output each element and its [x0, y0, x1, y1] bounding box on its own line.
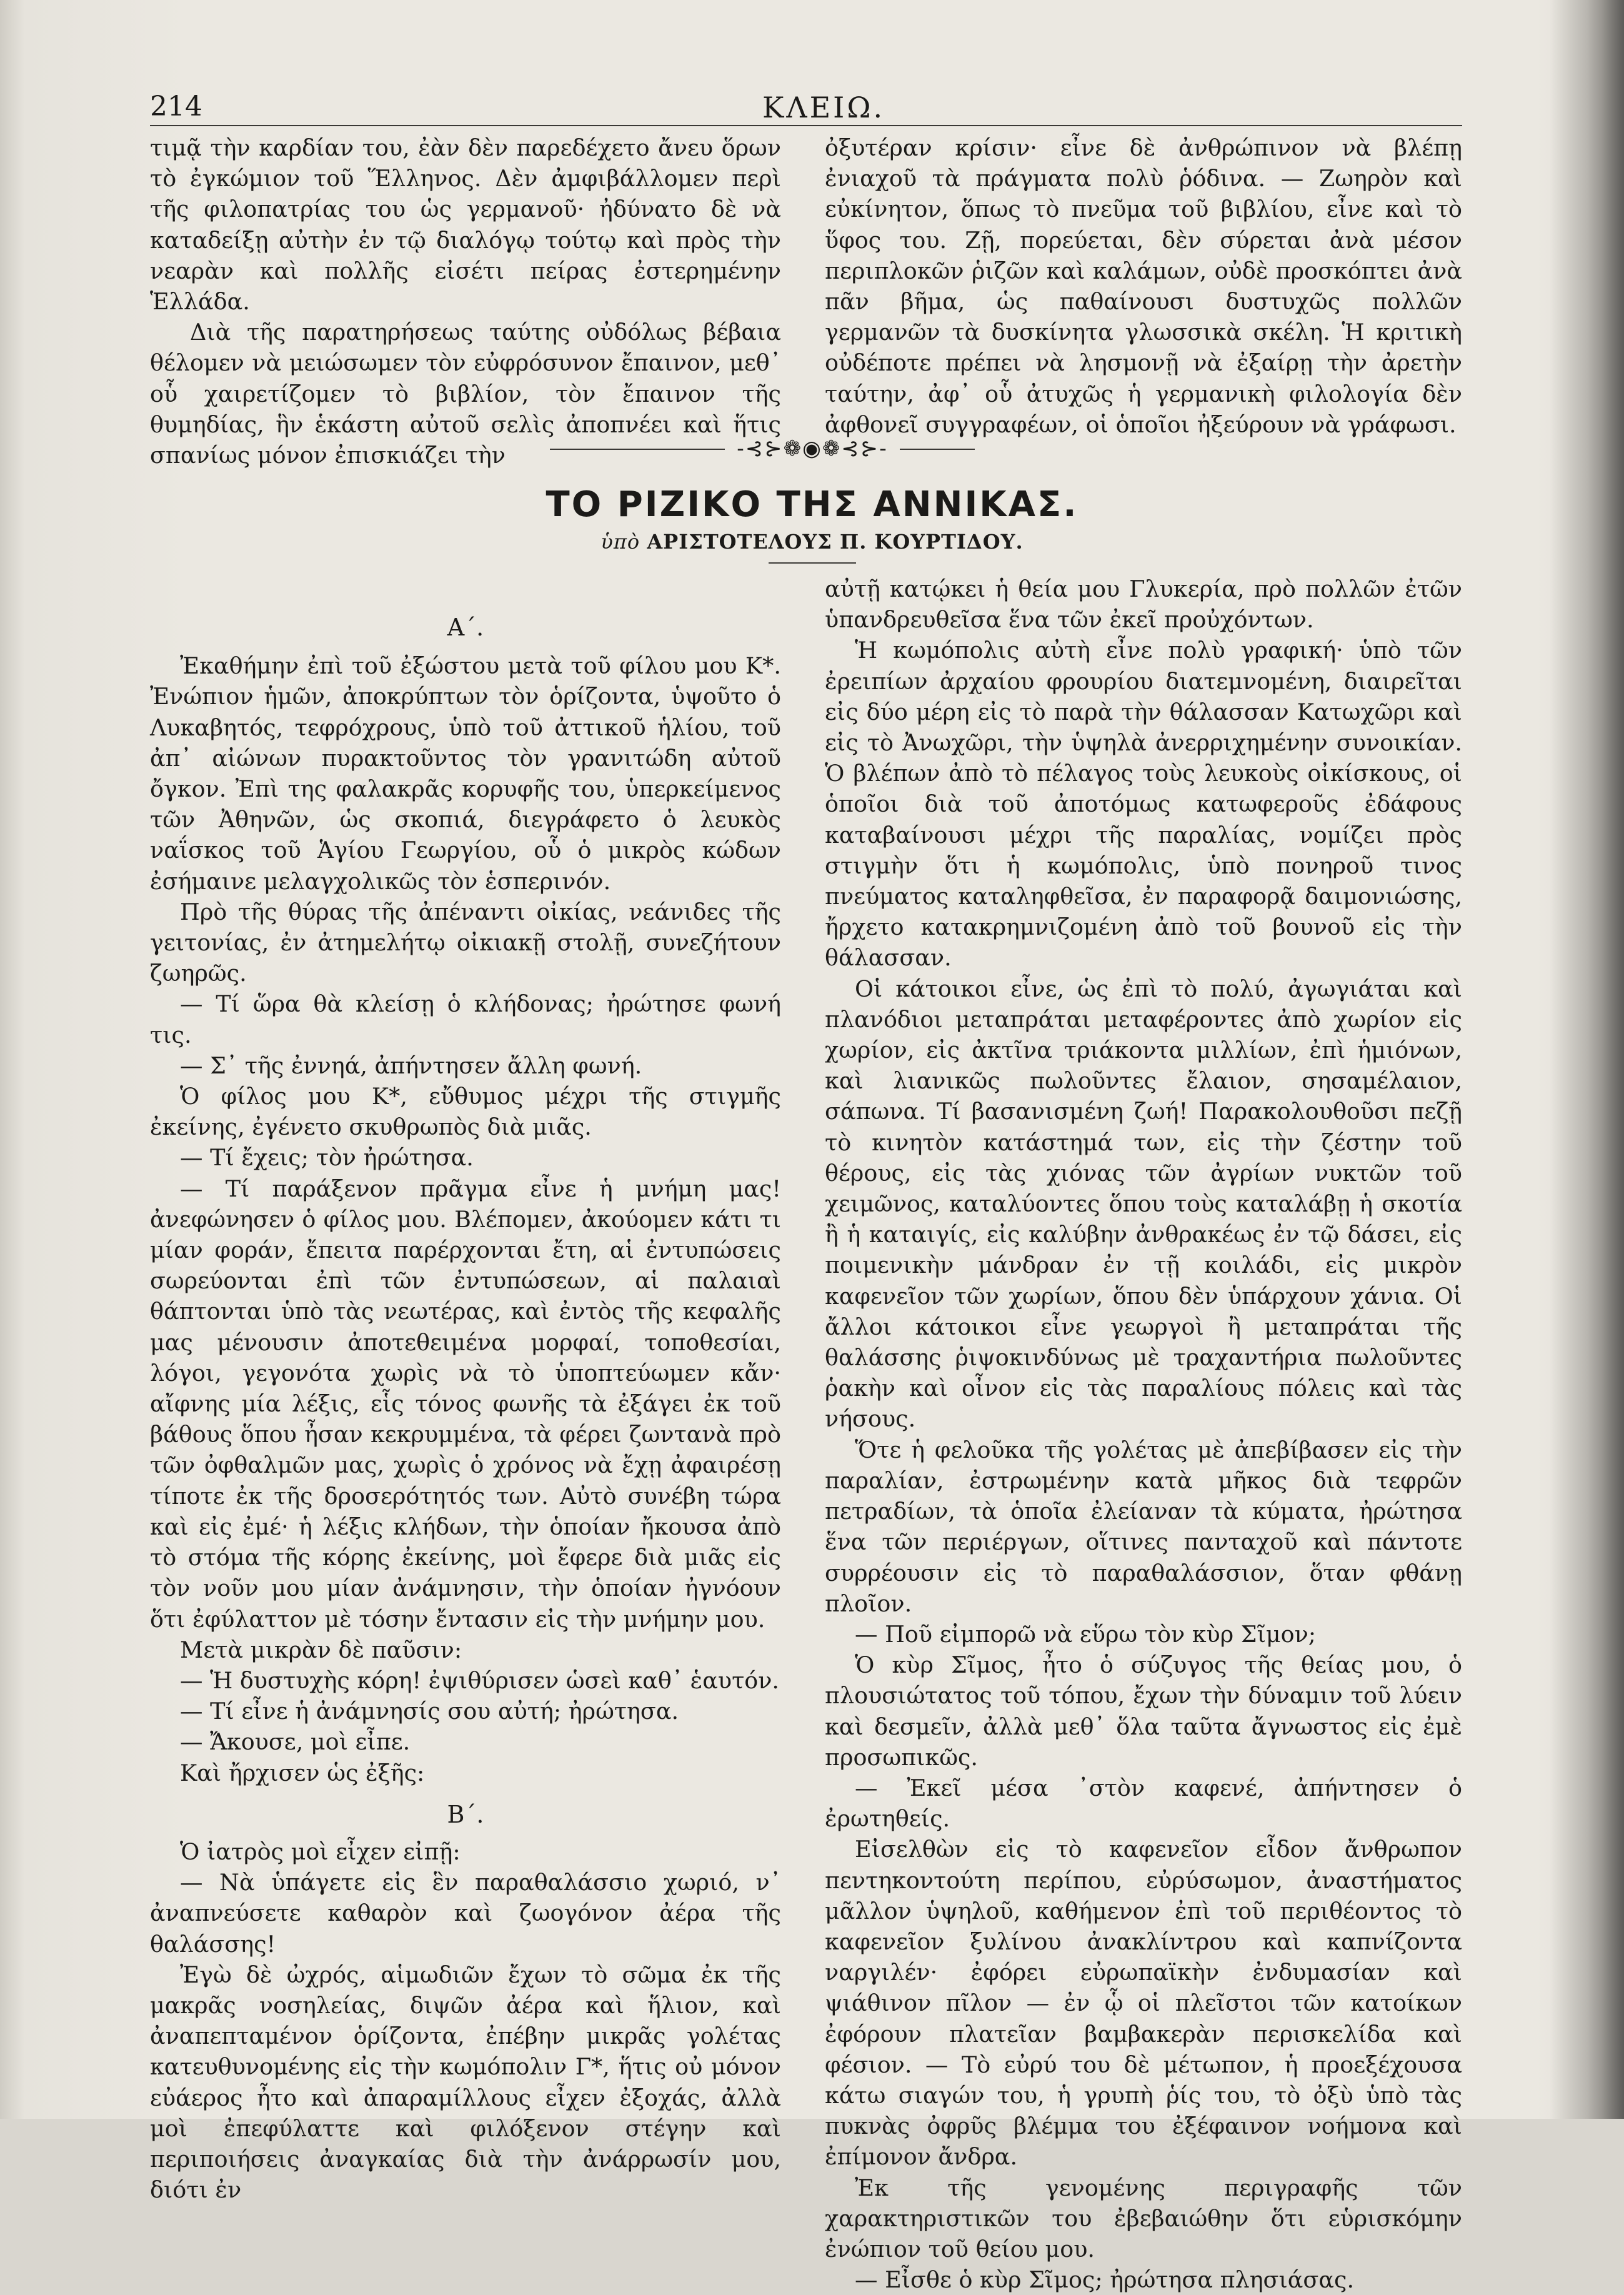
dialogue-line: — Σ᾽ τῆς ἐννηά, ἀπήντησεν ἄλλη φωνή.: [180, 1052, 642, 1079]
page-number: 214: [150, 91, 202, 122]
preceding-article-left-column: [150, 132, 781, 470]
paragraph: Εἰσελθὼν εἰς τὸ καφενεῖον εἶδον ἄνθρωπον πεντηκοντούτη περίπου, εὐρύσωμον, ἀναστήματος μᾶλλον ὑψηλοῦ, καθήμενον ἐπὶ τοῦ περιθέοντος τὸ καφενεῖον ξυλίνου ἀνακλίντρου καὶ καπνίζοντα ναργιλέν· ἐφόρει εὐρωπαϊκὴν ἐνδυμασίαν καὶ ψιάθινον πῖλον — ἐν ᾧ οἱ πλεῖστοι τῶν κατοίκων ἐφόρουν πλατεῖαν βαμβακερὰν περισκελίδα καὶ φέσιον. — Τὸ εὐρύ του δὲ μέτωπον, ἡ προεξέχουσα κάτω σιαγών του, ἡ γρυπὴ ῥίς του, τὸ ὀξὺ ὑπὸ τὰς πυκνὰς ὀφρῦς βλέμμα του ἐξέφαινον νοήμονα καὶ ἐπίμονον ἄνδρα.: [825, 1836, 1462, 2171]
paragraph: Ἐκαθήμην ἐπὶ τοῦ ἐξώστου μετὰ τοῦ φίλου μου Κ*. Ἐνώπιον ἡμῶν, ἀποκρύπτων τὸν ὁρίζοντα, ὑψοῦτο ὁ Λυκαβητός, τεφρόχρους, ὑπὸ τοῦ ἀττικοῦ ἡλίου, τοῦ ἀπ᾽ αἰώνων πυρακτοῦντος τὸν γρανιτώδη αὐτοῦ ὄγκον. Ἐπὶ της φαλακρᾶς κορυφῆς του, ὑπερκείμενος τῶν Ἀθηνῶν, ὡς σκοπιά, διεγράφετο ὁ λευκὸς ναΐσκος τοῦ Ἁγίου Γεωργίου, οὗ ὁ μικρὸς κώδων ἐσήμαινε μελαγχολικῶς τὸν ἑσπερινόν.: [150, 652, 781, 895]
paragraph: Ἡ κωμόπολις αὐτὴ εἶνε πολὺ γραφική· ὑπὸ τῶν ἐρειπίων ἀρχαίου φρουρίου διατεμνομένη, διαιρεῖται εἰς δύο μέρη εἰς τὸ παρὰ τὴν θάλασσαν Κατωχῶρι καὶ εἰς τὸ Ἀνωχῶρι, τὴν ὑψηλὰ ἀνερριχημένην συνοικίαν. Ὁ βλέπων ἀπὸ τὸ πέλαγος τοὺς λευκοὺς οἰκίσκους, οἱ ὁποῖοι διὰ τοῦ ἀποτόμως κατωφεροῦς ἐδάφους καταβαίνουσι μέχρι τῆς παραλίας, νομίζει πρὸς στιγμὴν ὅτι ἡ κωμόπολις, ὑπὸ πονηροῦ τινος πνεύματος καταληφθεῖσα, ἐν παραφορᾷ δαιμονιώσης, ἤρχετο κατακρημνιζομένη ἀπὸ τοῦ βουνοῦ εἰς τὴν θάλασσαν.: [825, 637, 1462, 972]
title-rule: [769, 562, 856, 564]
dialogue-line: — Ἡ δυστυχὴς κόρη! ἐψιθύρισεν ὡσεὶ καθ᾽ ἑαυτόν.: [180, 1666, 780, 1694]
byline-prefix: ὑπὸ: [600, 530, 640, 554]
section-ornament: -⊰⊱❁◉❁⊰⊱-: [737, 436, 888, 461]
dialogue-line: — Τί ὥρα θὰ κλείσῃ ὁ κλήδονας; ἠρώτησε φωνή τις.: [150, 990, 781, 1048]
paragraph: Μετὰ μικρὰν δὲ παῦσιν:: [180, 1636, 462, 1663]
running-head: [150, 91, 1462, 128]
paragraph: Ὅτε ἡ φελοῦκα τῆς γολέτας μὲ ἀπεβίβασεν εἰς τὴν παραλίαν, ἐστρωμένην κατὰ μῆκος διὰ τεφρῶν πετραδίων, τὰ ὁποῖα ἐλείαναν τὰ κύματα, ἠρώτησα ἕνα τῶν περιέργων, οἵτινες πανταχοῦ καὶ πάντοτε συρρέουσιν εἰς τὸ παραθαλάσσιον, ὅταν φθάνῃ πλοῖον.: [825, 1436, 1462, 1617]
paragraph: Καὶ ἤρχισεν ὡς ἐξῆς:: [180, 1759, 425, 1786]
dialogue-line: — Τί ἔχεις; τὸν ἠρώτησα.: [180, 1144, 474, 1172]
section-heading-b: Β΄.: [447, 1800, 484, 1828]
dialogue-line: — Τί εἶνε ἡ ἀνάμνησίς σου αὐτή; ἠρώτησα.: [180, 1698, 679, 1725]
story-title: ΤΟ ΡΙΖΙΚΟ ΤΗΣ ΑΝΝΙΚΑΣ.: [545, 484, 1079, 525]
paragraph: ὀξυτέραν κρίσιν· εἶνε δὲ ἀνθρώπινον νὰ βλέπῃ ἐνιαχοῦ τὰ πράγματα πολὺ ῥόδινα. — Ζωηρὸν καὶ εὐκίνητον, ὅπως τὸ πνεῦμα τοῦ βιβλίου, εἶνε καὶ τὸ ὕφος του. Ζῇ, πορεύεται, δὲν σύρεται ἀνὰ μέσον περιπλοκῶν ῥιζῶν καὶ καλάμων, οὐδὲ προσκόπτει ἀνὰ πᾶν βῆμα, ὡς παθαίνουσι δυστυχῶς πολλῶν γερμανῶν τὰ δυσκίνητα γλωσσικὰ σκέλη. Ἡ κριτικὴ οὐδέποτε πρέπει νὰ λησμονῇ νὰ ἐξαίρῃ τὴν ἀρετὴν ταύτην, ἀφ᾽ οὗ ἀτυχῶς ἡ γερμανικὴ φιλολογία δὲν ἀφθονεῖ συγγραφέων, οἱ ὁποῖοι ἠξεύρουν νὰ γράφωσι.: [825, 134, 1462, 438]
dialogue-line: — Ποῦ εἰμπορῶ νὰ εὕρω τὸν κὺρ Σῖμον;: [855, 1620, 1317, 1648]
paragraph: — Τί παράξενον πρᾶγμα εἶνε ἡ μνήμη μας! ἀνεφώνησεν ὁ φίλος μου. Βλέπομεν, ἀκούομεν κάτι τι μίαν φοράν, ἔπειτα παρέρχονται ἔτη, αἱ ἐντυπώσεις σωρεύονται ἐπὶ τῶν ἐντυπώσεων, αἱ παλαιαὶ θάπτονται ὑπὸ τὰς νεωτέρας, καὶ ἐντὸς τῆς κεφαλῆς μας μένουσιν ἀποτεθειμένα μορφαί, τοποθεσίαι, λόγοι, γεγονότα χωρὶς νὰ τὸ ὑποπτεύωμεν κἄν· αἴφνης μία λέξις, εἷς τόνος φωνῆς τὰ ἐξάγει ἐκ τοῦ βάθους ὅπου ἦσαν κεκρυμμένα, τὰ φέρει ζωντανὰ πρὸ τῶν ὀφθαλμῶν μας, χωρὶς ὁ χρόνος νὰ ἔχῃ ἀφαιρέσῃ τίποτε ἐκ τῆς δροσερότητός των. Αὐτὸ συνέβη τώρα καὶ εἰς ἐμέ· ἡ λέξις κλήδων, τὴν ὁποίαν ἤκουσα ἀπὸ τὸ στόμα τῆς κόρης ἐκείνης, μοὶ ἔφερε διὰ μιᾶς εἰς τὸν νοῦν μου μίαν ἀνάμνησιν, τὴν ὁποίαν ἠγνόουν ὅτι ἐφύλαττον μὲ τόσην ἔντασιν εἰς τὴν μνήμην μου.: [150, 1175, 781, 1633]
author-name: ΑΡΙΣΤΟΤΕΛΟΥΣ Π. ΚΟΥΡΤΙΔΟΥ.: [647, 530, 1024, 554]
dialogue-line: — Ἄκουσε, μοὶ εἶπε.: [180, 1728, 411, 1756]
ornament-rule-left: [550, 449, 725, 450]
binding-shadow: [1550, 0, 1624, 2119]
byline: [0, 530, 1624, 554]
dialogue-line: — Νὰ ὑπάγετε εἰς ἓν παραθαλάσσιο χωριό, ν᾽ ἀναπνεύσετε καθαρὸν καὶ ζωογόνον ἀέρα τῆς θαλάσσης!: [150, 1869, 781, 1958]
story-left-column: [150, 600, 781, 2205]
paragraph: Ἐγὼ δὲ ὠχρός, αἱμωδιῶν ἔχων τὸ σῶμα ἐκ τῆς μακρᾶς νοσηλείας, διψῶν ἀέρα καὶ ἥλιον, καὶ ἀναπεπταμένον ὁρίζοντα, ἐπέβην μικρᾶς γολέτας κατευθυνομένης εἰς τὴν κωμόπολιν Γ*, ἥτις οὐ μόνον εὐάερος ἦτο καὶ ἀπαραμίλλους εἶχεν ἐξοχάς, ἀλλὰ μοὶ ἐπεφύλαττε καὶ φιλόξενον στέγην καὶ περιποιήσεις ἀναγκαίας διὰ τὴν ἀνάρρωσίν μου, διότι ἐν: [150, 1961, 781, 2204]
paragraph: Διὰ τῆς παρατηρήσεως ταύτης οὐδόλως βέβαια θέλομεν νὰ μειώσωμεν τὸν εὐφρόσυνον ἔπαινον, μεθ᾽ οὗ χαιρετίζομεν τὸ βιβλίον, τὸν ἔπαινον τῆς θυμηδίας, ἣν ἑκάστη αὐτοῦ σελὶς ἀποπνέει καὶ ἥτις σπανίως μόνον ἐπισκιάζει τὴν: [150, 319, 781, 469]
ornament-rule-right: [900, 449, 975, 450]
paragraph: Πρὸ τῆς θύρας τῆς ἀπέναντι οἰκίας, νεάνιδες τῆς γειτονίας, ἐν ἀτημελήτῳ οἰκιακῇ στολῇ, συνεζήτουν ζωηρῶς.: [150, 898, 781, 987]
dialogue-line: — Εἶσθε ὁ κὺρ Σῖμος; ἠρώτησα πλησιάσας.: [855, 2266, 1355, 2294]
header-rule: [150, 125, 1462, 126]
paragraph: Οἱ κάτοικοι εἶνε, ὡς ἐπὶ τὸ πολύ, ἀγωγιάται καὶ πλανόδιοι μεταπράται μεταφέροντες ἀπὸ χωρίον εἰς χωρίον, εἰς ἀκτῖνα τριάκοντα μιλλίων, ἐπὶ ἡμιόνων, καὶ λιανικῶς πωλοῦντες ἔλαιον, σησαμέλαιον, σάπωνα. Τί βασανισμένη ζωή! Παρακολουθοῦσι πεζῇ τὸ κινητὸν κατάστημά των, εἰς τὴν ζέστην τοῦ θέρους, εἰς τὰς χιόνας τῶν ἀγρίων νυκτῶν τοῦ χειμῶνος, καταλύοντες ὅπου τοὺς καταλάβῃ ἡ σκοτία ἢ ἡ καταιγίς, εἰς καλύβην ἀνθρακέως ἐν τῷ δάσει, εἰς ποιμενικὴν μάνδραν ἐν τῇ κοιλάδι, εἰς μικρὸν καφενεῖον τῶν χωρίων, ὅπου δὲν ὑπάρχουν χάνια. Οἱ ἄλλοι κάτοικοι εἶνε γεωργοὶ ἢ μεταπράται τῆς θαλάσσης ῥιψοκινδύνως μὲ τραχαντήρια πωλοῦντες ῥακὴν καὶ οἶνον εἰς τὰς παραλίους πόλεις καὶ τὰς νήσους.: [825, 975, 1462, 1433]
paragraph: Ὁ ἰατρὸς μοὶ εἶχεν εἰπῇ:: [180, 1838, 461, 1865]
story-right-column: [825, 574, 1462, 2295]
paragraph: τιμᾷ τὴν καρδίαν του, ἐὰν δὲν παρεδέχετο ἄνευ ὅρων τὸ ἐγκώμιον τοῦ Ἕλληνος. Δὲν ἀμφιβάλλομεν περὶ τῆς φιλοπατρίας του ὡς γερμανοῦ· ἠδύνατο δὲ νὰ καταδείξῃ αὐτὴν ἐν τῷ διαλόγῳ τούτῳ καὶ πρὸς τὴν νεαρὰν καὶ πολλῆς εἰσέτι πείρας ἐστερημένην Ἑλλάδα.: [150, 134, 781, 316]
paragraph: Ὁ κὺρ Σῖμος, ἦτο ὁ σύζυγος τῆς θείας μου, ὁ πλουσιώτατος τοῦ τόπου, ἔχων τὴν δύναμιν τοῦ λύειν καὶ δεσμεῖν, ἀλλὰ μεθ᾽ ὅλα ταῦτα ἄγνωστος εἰς ἐμὲ προσωπικῶς.: [825, 1651, 1462, 1771]
paragraph: αὐτῇ κατῴκει ἡ θεία μου Γλυκερία, πρὸ πολλῶν ἐτῶν ὑπανδρευθεῖσα ἕνα τῶν ἐκεῖ προὐχόντων.: [825, 575, 1462, 634]
section-heading-a: Α΄.: [447, 614, 484, 641]
paragraph: Ὁ φίλος μου Κ*, εὔθυμος μέχρι τῆς στιγμῆς ἐκείνης, ἐγένετο σκυθρωπὸς διὰ μιᾶς.: [150, 1083, 781, 1141]
paragraph: Ἐκ τῆς γενομένης περιγραφῆς τῶν χαρακτηριστικῶν του ἐβεβαιώθην ὅτι εὑρισκόμην ἐνώπιον τοῦ θείου μου.: [825, 2174, 1462, 2263]
dialogue-line: — Ἐκεῖ μέσα ᾽στὸν καφενέ, ἀπήντησεν ὁ ἐρωτηθείς.: [825, 1774, 1462, 1833]
preceding-article-right-column: [825, 132, 1462, 440]
journal-title: ΚΛΕΙΩ.: [762, 91, 885, 124]
